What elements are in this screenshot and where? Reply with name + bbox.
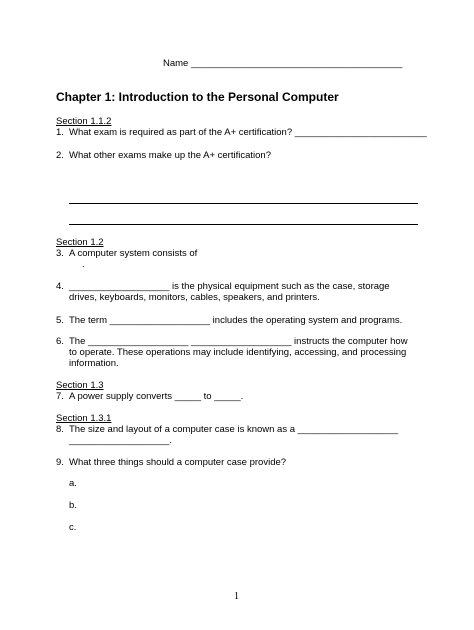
question-text-line-3: information. (69, 358, 119, 369)
name-field-label: Name ________________________________________ (163, 58, 403, 69)
section-heading-1-3-1: Section 1.3.1 (56, 413, 112, 424)
question-text: A computer system consists of (69, 248, 198, 259)
question-number: 2. (56, 150, 64, 161)
question-number: 7. (56, 391, 64, 402)
question-text: What exam is required as part of the A+ certification? _________________________ (69, 127, 427, 138)
question-number: 4. (56, 281, 64, 292)
section-heading-1-2: Section 1.2 (56, 237, 104, 248)
question-number: 8. (56, 424, 64, 435)
section-heading-1-1-2: Section 1.1.2 (56, 116, 112, 127)
question-number: 5. (56, 315, 64, 326)
question-text: What other exams make up the A+ certification? (69, 150, 271, 161)
question-text: A power supply converts _____ to _____. (69, 391, 244, 402)
question-text-line-1: The size and layout of a computer case is known as a ___________________ (69, 424, 399, 435)
question-text-line-2: to operate. These operations may include identifying, accessing, and processing (69, 347, 407, 358)
question-number: 6. (56, 336, 64, 347)
answer-line (69, 203, 418, 204)
question-text: What three things should a computer case provide? (69, 457, 287, 468)
question-text-line-2: drives, keyboards, monitors, cables, speakers, and printers. (69, 292, 320, 303)
page-title: Chapter 1: Introduction to the Personal Computer (56, 90, 339, 104)
question-number: 1. (56, 127, 64, 138)
question-number: 3. (56, 248, 64, 259)
question-3-continuation: . (82, 259, 85, 270)
page-number: 1 (234, 591, 239, 602)
question-number: 9. (56, 457, 64, 468)
question-text-line-1: ___________________ is the physical equipment such as the case, storage (69, 281, 390, 292)
section-heading-1-3: Section 1.3 (56, 380, 104, 391)
answer-option-b: b. (69, 500, 77, 511)
question-text-line-1: The ___________________ ___________________ instructs the computer how (69, 336, 408, 347)
answer-line (69, 224, 418, 225)
answer-option-c: c. (69, 522, 77, 533)
answer-option-a: a. (69, 478, 77, 489)
question-text: The term ___________________ includes the operating system and programs. (69, 315, 403, 326)
question-text-line-2: ___________________. (69, 435, 173, 446)
